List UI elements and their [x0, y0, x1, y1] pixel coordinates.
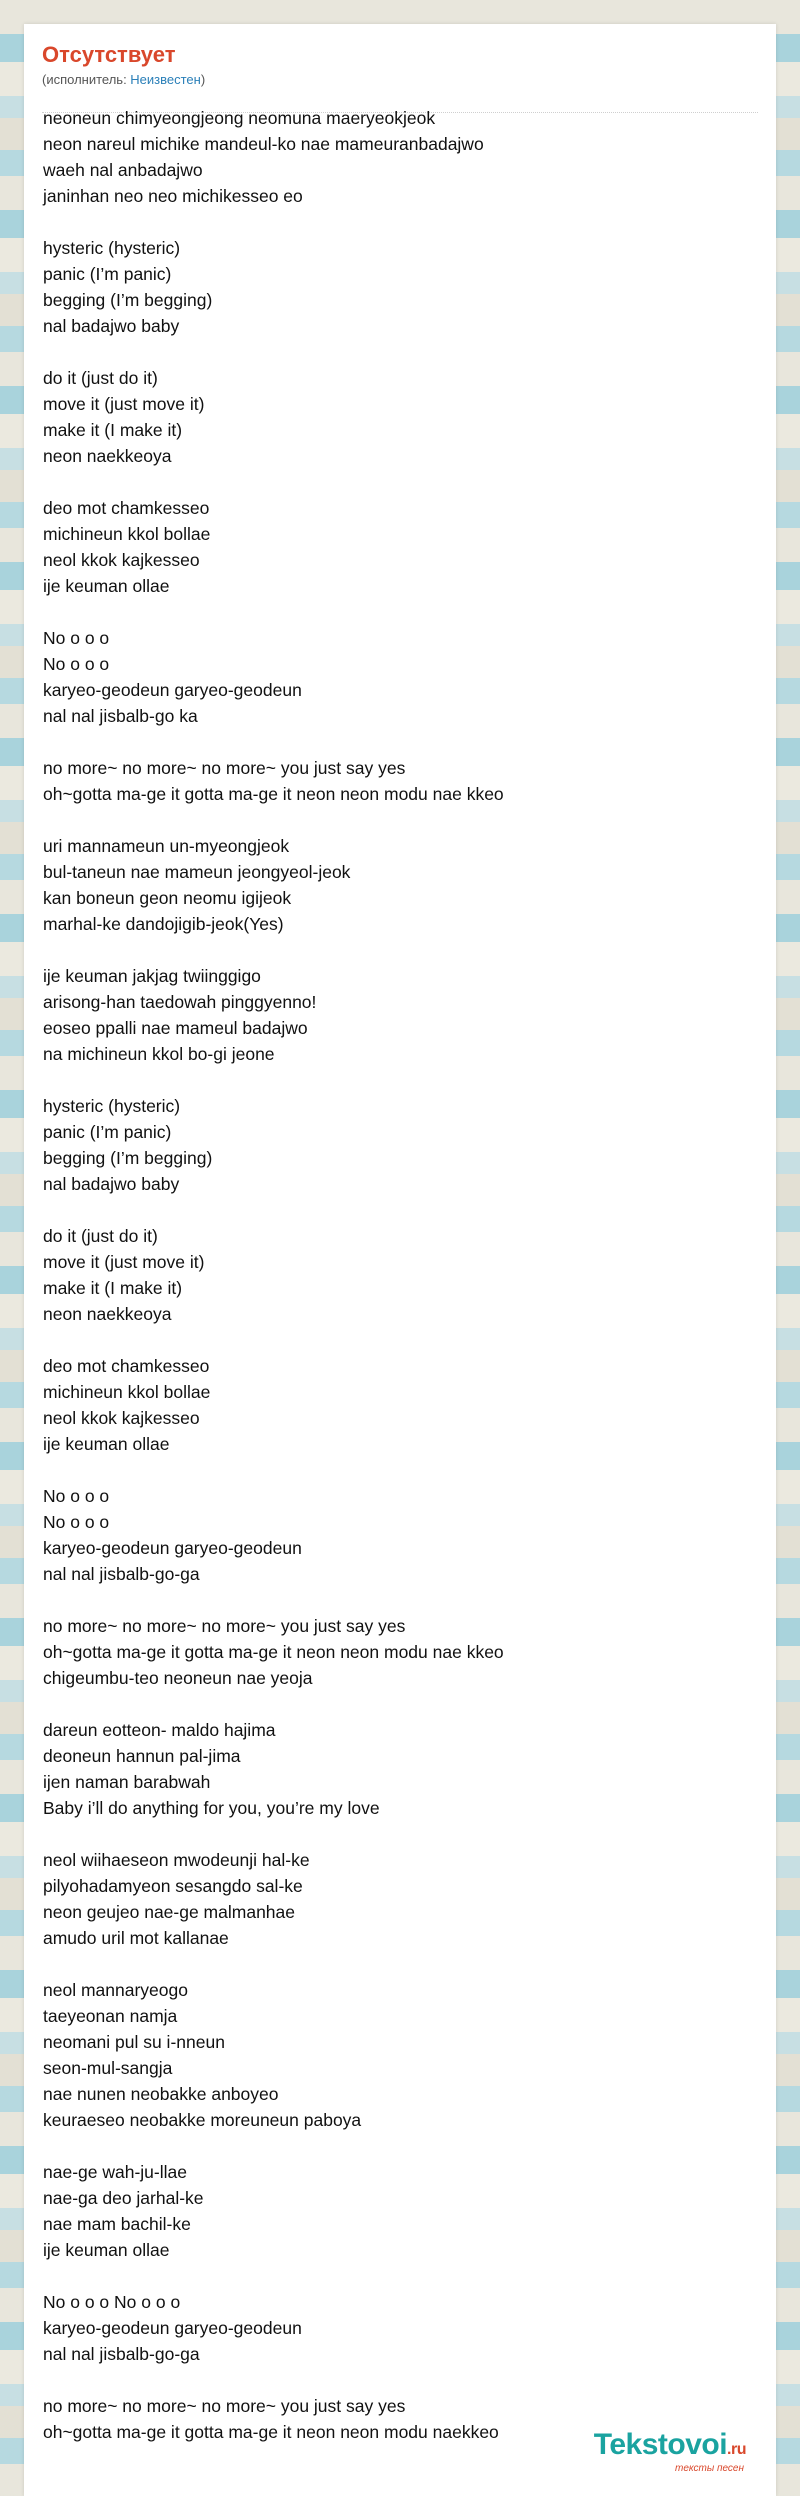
- logo-wordmark: [594, 2430, 746, 2465]
- song-title: Отсутствует: [42, 42, 176, 67]
- artist-line: [42, 72, 758, 88]
- site-logo[interactable]: [594, 2430, 746, 2474]
- artist-prefix: (исполнитель:: [42, 72, 131, 87]
- lyrics-card: [24, 24, 776, 2496]
- artist-link[interactable]: Неизвестен: [130, 72, 201, 87]
- song-header: [42, 42, 758, 113]
- logo-name: Tekstovoi: [593, 2428, 728, 2461]
- logo-tagline: тексты песен: [675, 2463, 744, 2474]
- artist-suffix: ): [200, 72, 206, 87]
- lyrics-text: neoneun chimyeongjeong neomuna maeryeokjeok neon nareul michike mandeul-ko nae mameuranbadajwo waeh nal anbadajwo janinhan neo neo michikesseo eo hysteric (hysteric) panic (I’m panic) begging (I’m begging) nal badajwo baby do it (just do it) move it (just move it) make it (I make it) neon naekkeoya deo mot chamkesseo michineun kkol bollae neol kkok kajkesseo ije keuman ollae No o o o No o o o karyeo-geodeun garyeo-geodeun nal nal jisbalb-go ka no more~ no more~ no more~ you just say yes oh~gotta ma-ge it gotta ma-ge it neon neon modu nae kkeo uri mannameun un-myeongjeok bul-taneun nae mameun jeongyeol-jeok kan boneun geon neomu igijeok marhal-ke dandojigib-jeok(Yes) ije keuman jakjag twiinggigo arisong-han taedowah pinggyenno! eoseo ppalli nae mameul badajwo na michineun kkol bo-gi jeone hysteric (hysteric) panic (I’m panic) begging (I’m begging) nal badajwo baby do it (just do it) move it (just move it) make it (I make it) neon naekkeoya deo mot chamkesseo michineun kkol bollae neol kkok kajkesseo ije keuman ollae No o o o No o o o karyeo-geodeun garyeo-geodeun nal nal jisbalb-go-ga no more~ no more~ no more~ you just say yes oh~gotta ma-ge it gotta ma-ge it neon neon modu nae kkeo chigeumbu-teo neoneun nae yeoja dareun eotteon- maldo hajima deoneun hannun pal-jima ijen naman barabwah Baby i’ll do anything for you, you’re my love neol wiihaeseon mwodeunji hal-ke pilyohadamyeon sesangdo sal-ke neon geujeo nae-ge malmanhae amudo uril mot kallanae neol mannaryeogo taeyeonan namja neomani pul su i-nneun seon-mul-sangja nae nunen neobakke anboyeo keuraeseo neobakke moreuneun paboya nae-ge wah-ju-llae nae-ga deo jarhal-ke nae mam bachil-ke ije keuman ollae No o o o No o o o karyeo-geodeun garyeo-geodeun nal nal jisbalb-go-ga no more~ no more~ no more~ you just say yes oh~gotta ma-ge it gotta ma-ge it neon neon modu naekkeo: [43, 108, 504, 2442]
- logo-tld: .ru: [727, 2441, 746, 2458]
